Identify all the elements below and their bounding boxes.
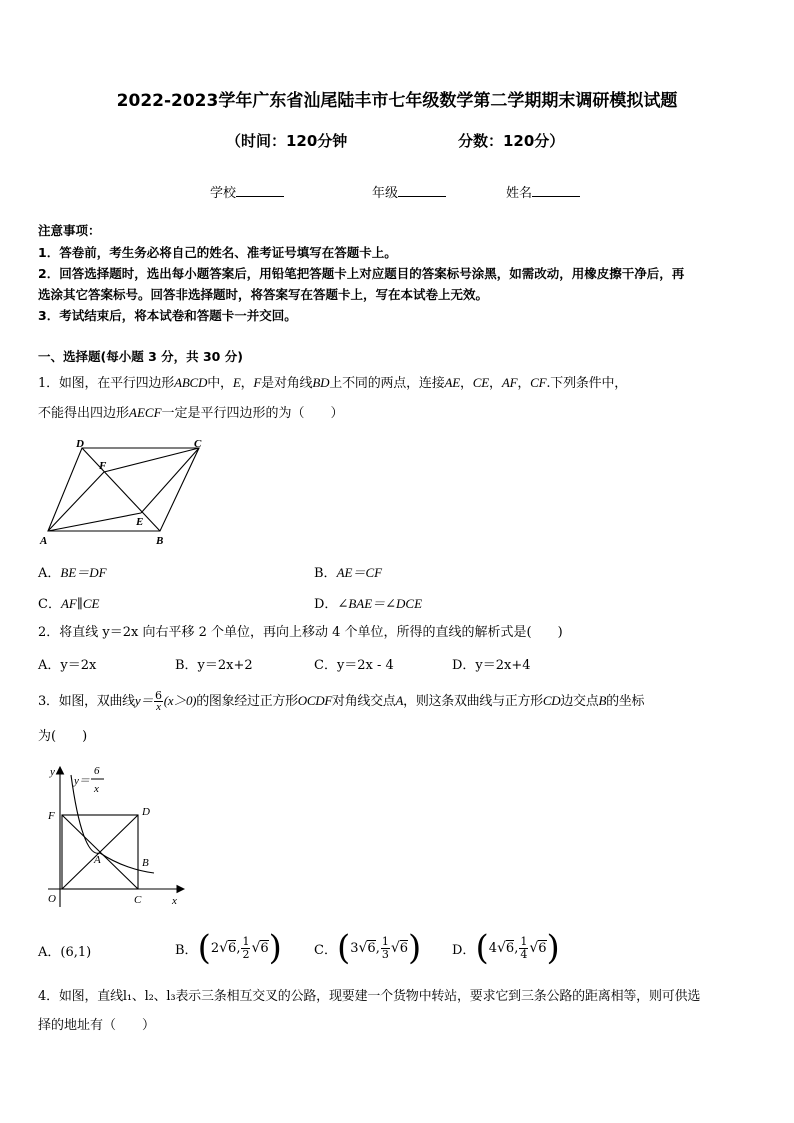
school-blank [236,184,284,197]
q3-label-o: O [48,893,56,905]
notice-item-1: 1．答卷前，考生务必将自己的姓名、准考证号填写在答题卡上。 [38,245,397,260]
q1-option-c-value: AF∥CE [60,596,100,611]
q1-line2 [38,403,344,424]
q3-option-b-frac-num: 1 [242,934,250,948]
q2-option-b[interactable]: B．y＝2x+2 [175,658,253,673]
q3-option-a[interactable]: A．(6,1) [38,945,92,960]
q3-option-b[interactable] [175,930,282,966]
q3-option-c-frac-num: 1 [381,934,389,948]
q3-ocdf: OCDF [297,693,332,708]
q3-option-b-frac-den: 2 [242,947,250,961]
q3-line2: 为( ) [38,729,88,744]
q1-ae: AE [444,375,460,390]
q3-option-c-sqrt-sign-2: √ [390,940,400,956]
q1-line1 [38,373,627,394]
q1-bd: BD [312,375,330,390]
q3-label-c: C [134,894,142,906]
q3-label-f: F [48,810,55,822]
q1-f: F [253,375,262,390]
q2-option-a[interactable]: A．y＝2x [38,658,97,673]
q3-option-b-lparen: ( [197,928,211,968]
q1-label-e: E [136,516,144,528]
q1-sep3: ， [489,376,502,391]
q3-b: B [598,693,607,708]
q1-option-d-value: ∠BAE＝∠DCE [337,596,423,611]
q3-option-c-lparen: ( [336,928,351,968]
notice-item-2: 2．回答选择题时，选出每小题答案后，用铅笔把答题卡上对应题目的答案标号涂黑，如需改动，用橡皮擦干净后，再 [38,266,685,281]
q3-option-c-int: 3 [350,940,359,956]
q3-text-d: ，则这条双曲线与正方形 [403,694,543,709]
q3-cd: CD [542,693,561,708]
q3-fraction-den: x [156,701,161,713]
page-title: 2022-2023学年广东省汕尾陆丰市七年级数学第二学期期末调研模拟试题 [116,91,678,111]
q3-fraction [154,690,163,713]
q1-text-f: 不能得出四边形 [38,406,130,421]
q1-text-b: 中， [207,376,233,391]
q3-option-d-sqrt-sign: √ [496,940,506,956]
q3-option-d-frac-den: 4 [520,947,528,961]
section-heading: 一、选择题(每小题 3 分，共 30 分) [38,349,243,364]
q2-text: 2．将直线 y＝2x 向右平移 2 个单位，再向上移动 4 个单位，所得的直线的解析式是( ) [38,625,563,640]
q3-label-y: y [50,766,55,778]
q3-fraction-num: 6 [155,689,162,702]
q3-option-d-label: D． [452,942,476,958]
q1-parallelogram-outline [48,448,199,531]
notice-item-2-cont: 选涂其它答案标号。回答非选择题时，将答案写在答题卡上，写在本试卷上无效。 [38,287,489,302]
q3-text-a: 3．如图，双曲线 [38,694,135,709]
q3-option-c-rparen: ) [408,928,422,968]
name-blank [532,184,580,197]
q1-text-c: 是对角线 [261,376,313,391]
q1-option-c[interactable] [38,593,99,612]
q1-cf: CF [530,375,547,390]
q1-text-a: 1．如图，在平行四边形 [38,376,175,391]
q3-option-b-sqrt-sign: √ [219,940,229,956]
q3-hyperbola-figure [38,757,188,909]
q3-label-d: D [142,806,150,818]
q3-option-b-rparen: ) [268,928,282,968]
q1-option-a-value: BE＝DF [60,565,107,580]
q1-label-a: A [40,535,48,547]
q3-option-c[interactable] [314,930,421,966]
q1-segment-ce [141,448,199,513]
name-label: 姓名 [506,186,533,201]
q4-line1: 4．如图，直线l₁、l₂、l₃表示三条相互交叉的公路，现要建一个货物中转站，要求它到三条公路的距离相等，则可供选 [38,989,701,1004]
q3-text-e: 边交点 [560,694,599,709]
q1-option-a[interactable] [38,562,107,581]
q1-option-d-label: D． [314,597,338,612]
q3-option-c-frac-den: 3 [381,947,389,961]
name-field [506,182,580,201]
q3-text-b: 的图象经过正方形 [196,694,298,709]
q1-text-g: 一定是平行四边形的为（ ） [161,406,344,421]
q2-option-c[interactable]: C．y＝2x - 4 [314,658,394,673]
q1-abcd: ABCD [174,375,208,390]
notice-item-3: 3．考试结束后，将本试卷和答题卡一并交回。 [38,308,297,323]
q3-label-b: B [142,857,149,869]
q1-label-d: D [76,438,84,450]
q3-option-b-fraction [241,936,250,961]
q4-line2: 择的地址有（ ） [38,1018,156,1033]
q3-option-b-root-2: 6 [260,941,269,956]
q1-label-b: B [156,535,164,547]
q3-line1 [38,690,644,713]
q1-af: AF [501,375,518,390]
q3-option-d-rparen: ) [546,928,560,968]
q3-option-d-frac-num: 1 [520,934,528,948]
q3-y-eq: y＝ [134,693,154,708]
q1-aecf: AECF [129,405,162,420]
q3-option-b-comma: , [236,940,241,956]
q3-label-eq: y＝ [74,775,90,787]
grade-field [372,182,446,201]
q1-parallelogram-figure [36,436,211,548]
q1-ce: CE [472,375,490,390]
q3-option-c-root-2: 6 [399,941,409,956]
q1-label-f: F [99,460,107,472]
q3-option-c-fraction [381,936,390,961]
q1-option-b-value: AE＝CF [336,565,383,580]
q3-option-d-lparen: ( [475,928,489,968]
q3-option-b-sqrt-sign-2: √ [251,940,261,956]
q1-option-d[interactable] [314,593,422,612]
q1-text-d: 上不同的两点，连接 [329,376,445,391]
q1-segment-cf [104,448,199,472]
school-field [210,182,284,201]
q1-text-e: .下列条件中， [546,376,628,391]
q3-option-c-label: C． [314,942,337,958]
q3-option-c-root: 6 [367,941,376,956]
q3-option-d-sqrt-sign-2: √ [529,940,539,956]
q3-label-a: A [94,854,101,866]
q1-label-c: C [194,438,202,450]
q1-option-c-label: C． [38,597,61,612]
grade-label: 年级 [372,186,399,201]
school-label: 学校 [210,186,237,201]
notice-heading: 注意事项： [38,223,101,238]
q3-option-d-int: 4 [488,940,497,956]
score-info: 分数：120分） [458,132,565,150]
q3-label-x: x [172,895,177,907]
q3-text-c: 对角线交点 [332,694,396,709]
q3-option-b-label: B． [175,942,198,958]
q3-option-d-root: 6 [505,941,515,956]
q1-sep4: ， [517,376,531,391]
q3-option-d-root-2: 6 [538,941,547,956]
grade-blank [398,184,446,197]
q3-label-den: x [94,783,99,795]
q3-condition: (x＞0) [163,693,197,708]
q3-option-d[interactable] [452,930,560,966]
q2-option-d[interactable]: D．y＝2x+4 [452,658,531,673]
q3-a: A [395,693,404,708]
q3-option-d-fraction [519,936,528,961]
q3-option-d-comma: , [514,940,519,956]
q3-option-c-sqrt-sign: √ [358,940,368,956]
q3-option-b-int: 2 [210,940,220,956]
q3-option-b-root: 6 [228,941,237,956]
q3-label-num: 6 [94,765,100,777]
q3-text-f: 的坐标 [606,694,645,709]
q1-option-b[interactable] [314,562,382,581]
q3-option-c-comma: , [375,940,380,956]
q1-sep1: ， [240,376,254,391]
q1-sep2: ， [459,376,473,391]
q1-option-b-label: B． [314,566,337,581]
time-info: （时间：120分钟 [226,132,348,150]
q1-e: E [232,375,241,390]
q1-option-a-label: A． [38,566,61,581]
